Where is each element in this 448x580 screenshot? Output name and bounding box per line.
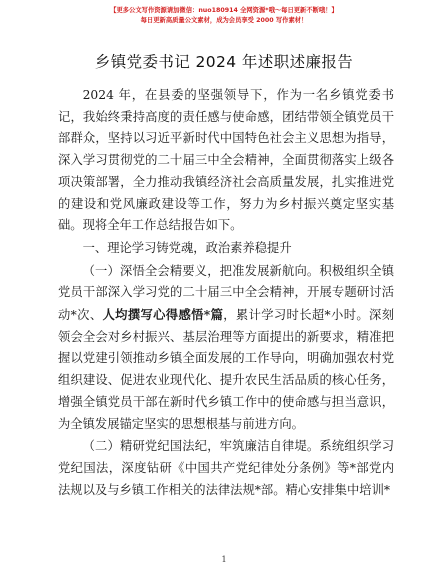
paragraph-1-bold-text: 人均撰写心得感悟*篇 — [102, 307, 224, 323]
paragraph-2: （二）精研党纪国法纪，牢筑廉洁自律堤。系统组织学习党纪国法，深度钻研《中国共产党纪律处分条例》等*部党内法规以及与乡镇工作相关的法律法规*部。精心安排集中培训* — [58, 439, 394, 497]
document-body — [58, 85, 394, 501]
section-1-heading: 一、理论学习铸党魂，政治素养稳提升 — [82, 240, 292, 255]
paragraph-1 — [58, 261, 394, 436]
promo-banner — [0, 6, 448, 26]
document-title: 乡镇党委书记 2024 年述职述廉报告 — [94, 53, 354, 71]
intro-paragraph: 2024 年，在县委的坚强领导下，作为一名乡镇党委书记，我始终秉持高度的责任感与使命感，团结带领全镇党员干部群众，坚持以习近平新时代中国特色社会主义思想为指导，深入学习贯彻党的二十届三中全会精神，全面贯彻落实上级各项决策部署，全力推动我镇经济社会高质量发展，扎实推进党的建设和党风廉政建设等工作，努力为乡村振兴奠定坚实基础。现将全年工作总结报告如下。 — [58, 88, 394, 233]
paragraph-1-text-a: （一）深悟全会精要义，把准发展新航向。积极组织全镇党员干部深入学习党的二十届三中全会精神，开展专题研讨活动*次、 — [58, 263, 394, 323]
promo-banner-line-1: 【更多公文写作资源请加微信：nuo180914 全网资源*哦～每日更新不断哦！】 — [110, 7, 338, 14]
page-number: 1 — [221, 555, 227, 564]
promo-banner-line-2: 每日更新高质量公文素材，成为会员享受 2000 写作素材！ — [140, 17, 308, 24]
paragraph-1-text-b: ，累计学习时长超*小时。深刻领会全会对乡村振兴、基层治理等方面提出的新要求，精准把握以党建引领推动乡镇全面发展的工作导向，明确加强农村党组织建设、促进农业现代化、提升农民生活品质的核心任务，增强全镇党员干部在新时代乡镇工作中的使命感与担当意识，为全镇发展锚定坚实的思想根基与前进方向。 — [58, 308, 394, 431]
